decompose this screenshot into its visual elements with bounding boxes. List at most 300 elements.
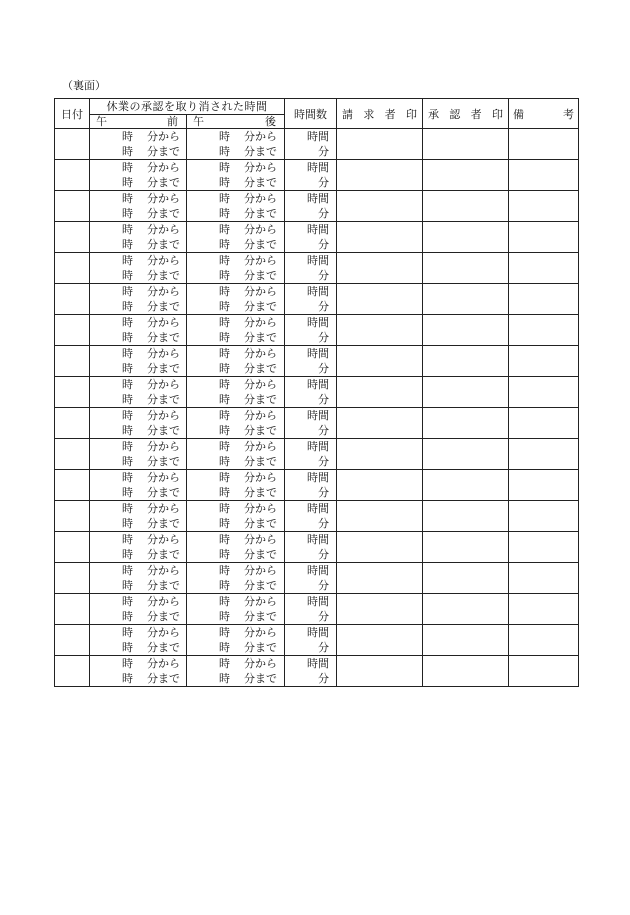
date-cell[interactable] [55, 129, 90, 160]
am-time-cell[interactable] [90, 408, 187, 439]
requester-seal-cell[interactable] [337, 563, 423, 594]
hour-unit: 時 [219, 548, 230, 561]
hour-unit: 時 [219, 595, 230, 608]
hour-unit: 時 [219, 455, 230, 468]
hour-unit: 時 [122, 533, 133, 546]
approver-seal-cell[interactable] [423, 377, 509, 408]
date-cell[interactable] [55, 594, 90, 625]
date-cell[interactable] [55, 284, 90, 315]
approver-seal-header [423, 99, 509, 129]
notes-cell[interactable] [509, 532, 579, 563]
approver-seal-cell[interactable] [423, 191, 509, 222]
table-row [55, 253, 579, 284]
hours-cell[interactable] [285, 594, 337, 625]
notes-cell[interactable] [509, 160, 579, 191]
hour-unit: 時 [219, 269, 230, 282]
hour-unit: 時 [122, 579, 133, 592]
notes-header [509, 99, 579, 129]
requester-seal-cell[interactable] [337, 315, 423, 346]
hour-unit: 時 [219, 347, 230, 360]
hour-unit: 時 [122, 161, 133, 174]
minutes-unit: 分 [318, 424, 329, 437]
requester-seal-cell[interactable] [337, 439, 423, 470]
from-text: 分から [147, 626, 180, 639]
hour-unit: 時 [122, 176, 133, 189]
until-text: 分まで [244, 207, 277, 220]
requester-seal-cell[interactable] [337, 284, 423, 315]
until-text: 分まで [147, 145, 180, 158]
requester-seal-cell[interactable] [337, 222, 423, 253]
hour-unit: 時 [122, 564, 133, 577]
am-char: 午 [96, 115, 107, 128]
requester-seal-cell[interactable] [337, 470, 423, 501]
from-text: 分から [147, 564, 180, 577]
hour-unit: 時 [122, 440, 133, 453]
date-cell[interactable] [55, 563, 90, 594]
hour-unit: 時 [122, 455, 133, 468]
am-time-cell[interactable] [90, 563, 187, 594]
approver-seal-cell[interactable] [423, 408, 509, 439]
hours-cell[interactable] [285, 253, 337, 284]
approver-seal-cell[interactable] [423, 501, 509, 532]
from-text: 分から [147, 409, 180, 422]
from-text: 分から [147, 130, 180, 143]
hour-unit: 時 [219, 440, 230, 453]
approver-seal-cell[interactable] [423, 315, 509, 346]
hour-unit: 時 [122, 192, 133, 205]
hours-unit: 時間 [307, 161, 329, 174]
hours-cell[interactable] [285, 439, 337, 470]
pm-time-cell[interactable] [187, 408, 285, 439]
approver-char: 者 [470, 107, 482, 121]
date-cell[interactable] [55, 470, 90, 501]
notes-cell[interactable] [509, 656, 579, 687]
am-time-cell[interactable] [90, 253, 187, 284]
from-text: 分から [147, 502, 180, 515]
am-time-cell[interactable] [90, 594, 187, 625]
am-time-cell[interactable] [90, 656, 187, 687]
from-text: 分から [147, 254, 180, 267]
am-time-cell[interactable] [90, 439, 187, 470]
minutes-unit: 分 [318, 145, 329, 158]
hour-unit: 時 [219, 254, 230, 267]
hour-unit: 時 [219, 424, 230, 437]
hours-cell[interactable] [285, 563, 337, 594]
hour-unit: 時 [122, 486, 133, 499]
hours-unit: 時間 [307, 130, 329, 143]
notes-cell[interactable] [509, 470, 579, 501]
table-row [55, 284, 579, 315]
from-text: 分から [147, 347, 180, 360]
page-side-label: （裏面） [62, 79, 106, 92]
am-time-cell[interactable] [90, 315, 187, 346]
approver-seal-cell[interactable] [423, 253, 509, 284]
date-cell[interactable] [55, 501, 90, 532]
from-text: 分から [147, 471, 180, 484]
requester-seal-cell[interactable] [337, 346, 423, 377]
hour-unit: 時 [122, 409, 133, 422]
pm-time-cell[interactable] [187, 594, 285, 625]
notes-cell[interactable] [509, 346, 579, 377]
date-cell[interactable] [55, 439, 90, 470]
hours-cell[interactable] [285, 377, 337, 408]
hours-unit: 時間 [307, 440, 329, 453]
table-row [55, 563, 579, 594]
hour-unit: 時 [219, 564, 230, 577]
hours-cell[interactable] [285, 656, 337, 687]
hour-unit: 時 [219, 471, 230, 484]
am-time-cell[interactable] [90, 160, 187, 191]
hour-unit: 時 [122, 285, 133, 298]
hour-unit: 時 [219, 300, 230, 313]
approver-seal-cell[interactable] [423, 439, 509, 470]
minutes-unit: 分 [318, 300, 329, 313]
date-cell[interactable] [55, 625, 90, 656]
until-text: 分まで [147, 424, 180, 437]
until-text: 分まで [244, 362, 277, 375]
requester-seal-cell[interactable] [337, 191, 423, 222]
hour-unit: 時 [122, 331, 133, 344]
approver-seal-cell[interactable] [423, 129, 509, 160]
hour-unit: 時 [219, 145, 230, 158]
hour-unit: 時 [219, 176, 230, 189]
pm-time-cell[interactable] [187, 439, 285, 470]
hours-unit: 時間 [307, 657, 329, 670]
from-text: 分から [244, 254, 277, 267]
pm-time-cell[interactable] [187, 625, 285, 656]
from-text: 分から [244, 657, 277, 670]
requester-seal-cell[interactable] [337, 160, 423, 191]
minutes-unit: 分 [318, 548, 329, 561]
until-text: 分まで [244, 455, 277, 468]
until-text: 分まで [147, 176, 180, 189]
approver-char: 認 [449, 107, 461, 121]
minutes-unit: 分 [318, 610, 329, 623]
pm-time-cell[interactable] [187, 501, 285, 532]
am-time-cell[interactable] [90, 377, 187, 408]
requester-seal-cell[interactable] [337, 656, 423, 687]
hour-unit: 時 [219, 641, 230, 654]
table-row [55, 470, 579, 501]
notes-cell[interactable] [509, 191, 579, 222]
requester-seal-cell[interactable] [337, 501, 423, 532]
notes-cell[interactable] [509, 377, 579, 408]
hours-cell[interactable] [285, 129, 337, 160]
notes-cell[interactable] [509, 408, 579, 439]
table-row [55, 625, 579, 656]
table-row [55, 160, 579, 191]
am-time-cell[interactable] [90, 501, 187, 532]
hours-cell[interactable] [285, 284, 337, 315]
hour-unit: 時 [219, 192, 230, 205]
hours-cell[interactable] [285, 160, 337, 191]
until-text: 分まで [244, 393, 277, 406]
requester-char: 者 [384, 107, 396, 121]
hour-unit: 時 [122, 595, 133, 608]
table-row [55, 408, 579, 439]
notes-cell[interactable] [509, 129, 579, 160]
approver-char: 印 [491, 107, 503, 121]
am-time-cell[interactable] [90, 532, 187, 563]
until-text: 分まで [244, 517, 277, 530]
from-text: 分から [244, 285, 277, 298]
hour-unit: 時 [219, 502, 230, 515]
until-text: 分まで [244, 672, 277, 685]
requester-seal-cell[interactable] [337, 253, 423, 284]
date-header: 日付 [55, 99, 90, 129]
hours-unit: 時間 [307, 595, 329, 608]
hour-unit: 時 [122, 626, 133, 639]
from-text: 分から [244, 626, 277, 639]
from-text: 分から [147, 161, 180, 174]
from-text: 分から [147, 533, 180, 546]
table-body [55, 129, 579, 687]
pm-time-cell[interactable] [187, 656, 285, 687]
am-char: 前 [167, 115, 178, 128]
hour-unit: 時 [122, 238, 133, 251]
approver-seal-cell[interactable] [423, 284, 509, 315]
hours-header: 時間数 [285, 99, 337, 129]
notes-cell[interactable] [509, 253, 579, 284]
approver-seal-cell[interactable] [423, 563, 509, 594]
table-row [55, 315, 579, 346]
hour-unit: 時 [219, 626, 230, 639]
requester-seal-header [337, 99, 423, 129]
hours-cell[interactable] [285, 532, 337, 563]
hours-cell[interactable] [285, 501, 337, 532]
notes-cell[interactable] [509, 594, 579, 625]
requester-seal-cell[interactable] [337, 625, 423, 656]
requester-seal-cell[interactable] [337, 377, 423, 408]
hours-unit: 時間 [307, 347, 329, 360]
until-text: 分まで [147, 548, 180, 561]
until-text: 分まで [147, 300, 180, 313]
hour-unit: 時 [219, 517, 230, 530]
hour-unit: 時 [219, 409, 230, 422]
approver-seal-cell[interactable] [423, 222, 509, 253]
hours-unit: 時間 [307, 254, 329, 267]
date-cell[interactable] [55, 160, 90, 191]
minutes-unit: 分 [318, 486, 329, 499]
from-text: 分から [244, 533, 277, 546]
hours-cell[interactable] [285, 346, 337, 377]
hours-cell[interactable] [285, 470, 337, 501]
from-text: 分から [244, 409, 277, 422]
minutes-unit: 分 [318, 176, 329, 189]
hour-unit: 時 [122, 657, 133, 670]
approver-seal-cell[interactable] [423, 346, 509, 377]
minutes-unit: 分 [318, 455, 329, 468]
until-text: 分まで [244, 641, 277, 654]
date-cell[interactable] [55, 253, 90, 284]
hour-unit: 時 [219, 579, 230, 592]
hours-unit: 時間 [307, 502, 329, 515]
hours-cell[interactable] [285, 408, 337, 439]
approver-seal-cell[interactable] [423, 656, 509, 687]
am-time-cell[interactable] [90, 625, 187, 656]
table-row [55, 439, 579, 470]
am-time-cell[interactable] [90, 129, 187, 160]
am-time-cell[interactable] [90, 222, 187, 253]
minutes-unit: 分 [318, 269, 329, 282]
until-text: 分まで [147, 672, 180, 685]
from-text: 分から [244, 347, 277, 360]
minutes-unit: 分 [318, 207, 329, 220]
pm-time-cell[interactable] [187, 253, 285, 284]
from-text: 分から [244, 223, 277, 236]
until-text: 分まで [147, 579, 180, 592]
pm-time-cell[interactable] [187, 160, 285, 191]
notes-char: 考 [563, 107, 574, 121]
date-cell[interactable] [55, 532, 90, 563]
notes-cell[interactable] [509, 563, 579, 594]
date-cell[interactable] [55, 377, 90, 408]
approver-seal-cell[interactable] [423, 470, 509, 501]
until-text: 分まで [244, 424, 277, 437]
approver-char: 承 [428, 107, 439, 121]
am-time-cell[interactable] [90, 470, 187, 501]
pm-time-cell[interactable] [187, 129, 285, 160]
notes-cell[interactable] [509, 284, 579, 315]
hour-unit: 時 [122, 610, 133, 623]
notes-cell[interactable] [509, 625, 579, 656]
hour-unit: 時 [219, 316, 230, 329]
pm-time-cell[interactable] [187, 377, 285, 408]
hours-cell[interactable] [285, 222, 337, 253]
from-text: 分から [244, 595, 277, 608]
pm-time-cell[interactable] [187, 346, 285, 377]
hours-cell[interactable] [285, 191, 337, 222]
hours-cell[interactable] [285, 625, 337, 656]
from-text: 分から [147, 440, 180, 453]
hour-unit: 時 [219, 393, 230, 406]
hour-unit: 時 [122, 502, 133, 515]
until-text: 分まで [147, 486, 180, 499]
hour-unit: 時 [219, 331, 230, 344]
pm-time-cell[interactable] [187, 222, 285, 253]
am-time-cell[interactable] [90, 346, 187, 377]
hours-unit: 時間 [307, 378, 329, 391]
hour-unit: 時 [219, 533, 230, 546]
requester-seal-cell[interactable] [337, 532, 423, 563]
requester-seal-cell[interactable] [337, 408, 423, 439]
from-text: 分から [147, 378, 180, 391]
table-row [55, 129, 579, 160]
hour-unit: 時 [122, 362, 133, 375]
requester-char: 請 [342, 107, 353, 121]
requester-char: 印 [405, 107, 417, 121]
hour-unit: 時 [122, 424, 133, 437]
hour-unit: 時 [122, 378, 133, 391]
approver-seal-cell[interactable] [423, 625, 509, 656]
approver-seal-cell[interactable] [423, 160, 509, 191]
until-text: 分まで [147, 207, 180, 220]
hours-unit: 時間 [307, 316, 329, 329]
pm-time-cell[interactable] [187, 284, 285, 315]
from-text: 分から [244, 130, 277, 143]
pm-header [187, 115, 285, 129]
hours-unit: 時間 [307, 192, 329, 205]
approver-seal-cell[interactable] [423, 594, 509, 625]
hour-unit: 時 [219, 672, 230, 685]
pm-time-cell[interactable] [187, 532, 285, 563]
hours-unit: 時間 [307, 533, 329, 546]
hour-unit: 時 [122, 347, 133, 360]
pm-char: 後 [265, 115, 276, 128]
hour-unit: 時 [122, 207, 133, 220]
am-time-cell[interactable] [90, 284, 187, 315]
hour-unit: 時 [122, 471, 133, 484]
from-text: 分から [147, 316, 180, 329]
leave-cancellation-table [54, 98, 579, 687]
requester-seal-cell[interactable] [337, 129, 423, 160]
pm-time-cell[interactable] [187, 470, 285, 501]
until-text: 分まで [147, 641, 180, 654]
hour-unit: 時 [122, 300, 133, 313]
hours-unit: 時間 [307, 223, 329, 236]
table-row [55, 501, 579, 532]
until-text: 分まで [244, 579, 277, 592]
hour-unit: 時 [122, 130, 133, 143]
date-cell[interactable] [55, 222, 90, 253]
table-row [55, 656, 579, 687]
pm-time-cell[interactable] [187, 563, 285, 594]
date-cell[interactable] [55, 656, 90, 687]
until-text: 分まで [244, 176, 277, 189]
am-header [90, 115, 187, 129]
from-text: 分から [147, 595, 180, 608]
minutes-unit: 分 [318, 238, 329, 251]
hours-cell[interactable] [285, 315, 337, 346]
hour-unit: 時 [122, 393, 133, 406]
hour-unit: 時 [219, 223, 230, 236]
cancelled-period-header: 休業の承認を取り消された時間 [90, 99, 285, 115]
pm-time-cell[interactable] [187, 191, 285, 222]
am-time-cell[interactable] [90, 191, 187, 222]
date-cell[interactable] [55, 315, 90, 346]
approver-seal-cell[interactable] [423, 532, 509, 563]
hour-unit: 時 [122, 672, 133, 685]
table-row [55, 377, 579, 408]
hour-unit: 時 [219, 207, 230, 220]
from-text: 分から [244, 316, 277, 329]
hour-unit: 時 [219, 130, 230, 143]
notes-cell[interactable] [509, 501, 579, 532]
notes-cell[interactable] [509, 222, 579, 253]
date-cell[interactable] [55, 346, 90, 377]
table-row [55, 594, 579, 625]
from-text: 分から [244, 502, 277, 515]
until-text: 分まで [244, 145, 277, 158]
notes-cell[interactable] [509, 315, 579, 346]
until-text: 分まで [244, 486, 277, 499]
table-row [55, 191, 579, 222]
requester-seal-cell[interactable] [337, 594, 423, 625]
minutes-unit: 分 [318, 641, 329, 654]
from-text: 分から [244, 192, 277, 205]
hour-unit: 時 [219, 610, 230, 623]
date-cell[interactable] [55, 191, 90, 222]
until-text: 分まで [147, 362, 180, 375]
hour-unit: 時 [219, 238, 230, 251]
from-text: 分から [244, 471, 277, 484]
hour-unit: 時 [122, 223, 133, 236]
requester-char: 求 [363, 107, 375, 121]
pm-time-cell[interactable] [187, 315, 285, 346]
notes-cell[interactable] [509, 439, 579, 470]
until-text: 分まで [244, 331, 277, 344]
date-cell[interactable] [55, 408, 90, 439]
